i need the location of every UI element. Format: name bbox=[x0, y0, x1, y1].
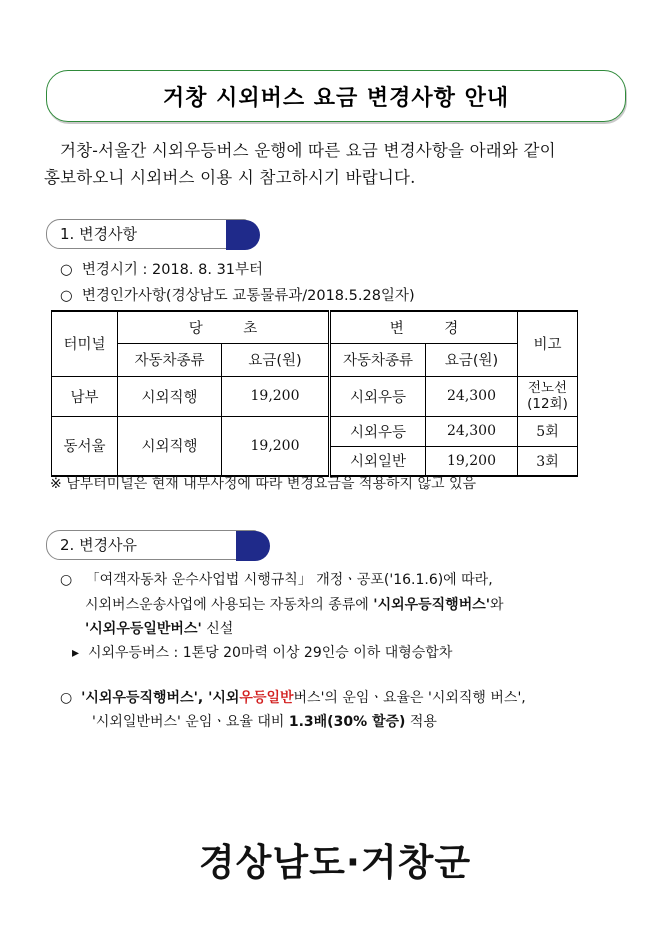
bullet-text: 변경인가사항(경상남도 교통물류과/2018.5.28일자) bbox=[81, 288, 415, 304]
section-2-header bbox=[46, 530, 256, 562]
intro-line-2: 홍보하오니 시외버스 이용 시 참고하시기 바랍니다. bbox=[44, 168, 416, 187]
footnote-text: 남부터미널은 현재 내부사정에 따라 변경요금을 적용하지 않고 있음 bbox=[66, 476, 477, 492]
header-terminal: 터미널 bbox=[52, 311, 118, 376]
reason-1-line-3: '시외우등일반버스' 신설 bbox=[85, 621, 234, 637]
table-row bbox=[52, 376, 578, 416]
definition-item bbox=[72, 642, 452, 662]
reference-mark-icon: ※ bbox=[50, 476, 62, 492]
bold-term: '시외우등일반버스' bbox=[85, 621, 202, 637]
title-box bbox=[46, 70, 626, 122]
definition-text: 시외우등버스 : 1톤당 20마력 이상 29인승 이하 대형승합차 bbox=[87, 645, 453, 661]
reason-paragraph-1 bbox=[60, 569, 493, 589]
reason-2-line-2: '시외일반버스' 운임ㆍ요율 대비 1.3배(30% 할증) 적용 bbox=[92, 714, 437, 730]
highlight-text: 우등일반 bbox=[239, 690, 294, 706]
section-1-heading: 1. 변경사항 bbox=[60, 225, 138, 243]
table-subheader-row bbox=[52, 343, 578, 376]
header-note: 비고 bbox=[518, 311, 578, 376]
bold-term: 1.3배(30% 할증) bbox=[288, 714, 406, 730]
cell-before-fare: 19,200 bbox=[222, 416, 330, 476]
cell-note: 5회 bbox=[518, 416, 578, 446]
triangle-bullet-icon: ▸ bbox=[72, 645, 80, 661]
reason-1-line-1: 「여객자동차 운수사업법 시행규칙」 개정ㆍ공포('16.1.6)에 따라, bbox=[85, 572, 493, 588]
circle-bullet-icon: ○ bbox=[60, 262, 73, 278]
intro-line-1: 거창-서울간 시외우등버스 운행에 따른 요금 변경사항을 아래와 같이 bbox=[60, 141, 556, 160]
header-after: 변 경 bbox=[330, 311, 518, 343]
circle-bullet-icon: ○ bbox=[60, 690, 73, 706]
circle-bullet-icon: ○ bbox=[60, 572, 73, 588]
table-header-row bbox=[52, 311, 578, 343]
cell-after-vehicle: 시외일반 bbox=[330, 446, 426, 476]
section-2-heading: 2. 변경사유 bbox=[60, 536, 138, 554]
cell-after-vehicle: 시외우등 bbox=[330, 416, 426, 446]
cell-note: 전노선 (12회) bbox=[518, 376, 578, 416]
cell-before-vehicle: 시외직행 bbox=[118, 376, 222, 416]
section-2-accent bbox=[236, 531, 270, 561]
bullet-text: 변경시기 : 2018. 8. 31부터 bbox=[81, 262, 264, 278]
table-footnote bbox=[50, 473, 476, 493]
reason-1-line-2: 시외버스운송사업에 사용되는 자동차의 종류에 '시외우등직행버스'와 bbox=[85, 597, 504, 613]
section-1-accent bbox=[226, 220, 260, 250]
issuer-footer: 경상남도·거창군 bbox=[198, 841, 472, 884]
bold-term: '시외우등직행버스' bbox=[373, 597, 491, 613]
page-title: 거창 시외버스 요금 변경사항 안내 bbox=[162, 85, 510, 111]
cell-terminal: 남부 bbox=[52, 376, 118, 416]
reason-paragraph-2: ○ '시외우등직행버스', '시외우등일반버스'의 운임ㆍ요율은 '시외직행 버스', bbox=[60, 690, 526, 706]
cell-terminal: 동서울 bbox=[52, 416, 118, 476]
subheader-after-fare: 요금(원) bbox=[426, 343, 518, 376]
cell-before-fare: 19,200 bbox=[222, 376, 330, 416]
fare-table bbox=[51, 310, 578, 477]
circle-bullet-icon: ○ bbox=[60, 288, 73, 304]
cell-after-fare: 24,300 bbox=[426, 416, 518, 446]
subheader-after-vehicle: 자동차종류 bbox=[330, 343, 426, 376]
bullet-change-date bbox=[60, 258, 263, 279]
cell-after-vehicle: 시외우등 bbox=[330, 376, 426, 416]
header-before: 당 초 bbox=[118, 311, 330, 343]
cell-before-vehicle: 시외직행 bbox=[118, 416, 222, 476]
bullet-approval bbox=[60, 284, 415, 305]
cell-note: 3회 bbox=[518, 446, 578, 476]
cell-after-fare: 19,200 bbox=[426, 446, 518, 476]
subheader-before-vehicle: 자동차종류 bbox=[118, 343, 222, 376]
subheader-before-fare: 요금(원) bbox=[222, 343, 330, 376]
section-1-header bbox=[46, 219, 246, 251]
cell-after-fare: 24,300 bbox=[426, 376, 518, 416]
table-row bbox=[52, 416, 578, 446]
